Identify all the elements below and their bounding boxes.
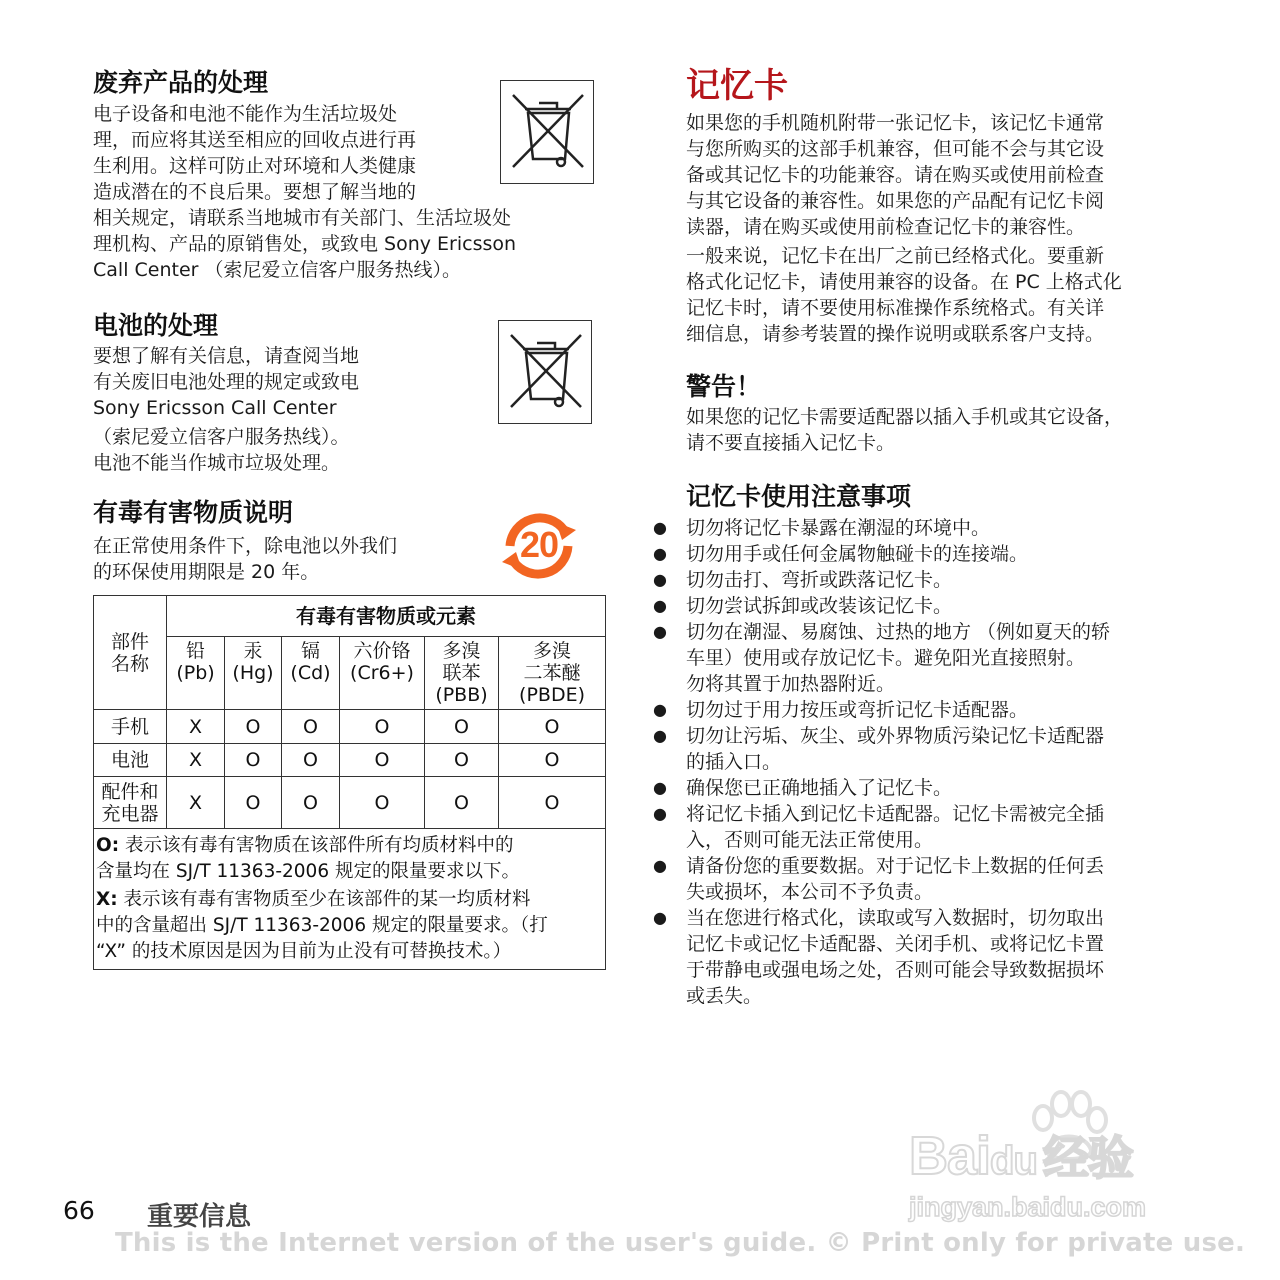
table-cell: O [282, 777, 340, 829]
list-line: 的插入口。 [686, 751, 782, 773]
note-line: “X” 的技术原因是因为目前为止没有可替换技术。） [96, 941, 512, 962]
bullet-icon: ● [653, 518, 667, 537]
care-list [653, 515, 1206, 1009]
crossed-out-wheelie-bin-icon [500, 80, 594, 184]
toxic-title: 有毒有害物质说明 [93, 498, 294, 527]
memcard-line: 细信息，请参考装置的操作说明或联系客户支持。 [686, 323, 1105, 345]
toxic-line: 在正常使用条件下，除电池以外我们 [93, 535, 398, 557]
epup-number: 20 [519, 524, 559, 565]
memcard-line: 与其它设备的兼容性。如果您的产品配有记忆卡阅 [686, 190, 1105, 212]
disposal-line: 电子设备和电池不能作为生活垃圾处 [93, 103, 398, 125]
warning-line: 请不要直接插入记忆卡。 [686, 432, 896, 454]
memcard-line: 与您所购买的这部手机兼容，但可能不会与其它设 [686, 138, 1105, 160]
part-header-line: 部件 [110, 630, 149, 653]
page-number: 66 [63, 1196, 95, 1225]
col-label: 二苯醚 [523, 662, 581, 684]
note-line: 含量均在 SJ/T 11363-2006 规定的限量要求以下。 [96, 861, 520, 882]
disposal-title: 废弃产品的处理 [93, 68, 269, 97]
list-line: 切勿过于用力按压或弯折记忆卡适配器。 [686, 699, 1029, 721]
table-cell: O [499, 744, 606, 777]
note-x [96, 887, 603, 913]
table-cell: X [167, 777, 225, 829]
memcard-line: 格式化记忆卡，请使用兼容的设备。在 PC 上格式化 [686, 271, 1122, 293]
table-cell: O [425, 777, 499, 829]
note-o [96, 833, 603, 859]
disposal-line: 理，而应将其送至相应的回收点进行再 [93, 129, 417, 151]
watermark-logo-text: Bai [909, 1126, 991, 1186]
epup-20-icon [496, 508, 582, 584]
watermark-logo-cn: 经验 [1042, 1132, 1133, 1184]
list-line: 切勿让污垢、灰尘、或外界物质污染记忆卡适配器 [686, 725, 1105, 747]
care-title: 记忆卡使用注意事项 [686, 482, 912, 511]
list-item [653, 697, 1206, 723]
col-label: 多溴 [442, 640, 481, 662]
memcard-line: 备或其记忆卡的功能兼容。请在购买或使用前检查 [686, 164, 1105, 186]
list-line: 切勿在潮湿、易腐蚀、过热的地方 （例如夏天的轿 [686, 621, 1111, 643]
col-label: (Hg) [232, 662, 274, 684]
col-label: (Pb) [176, 662, 215, 684]
bullet-icon: ● [653, 596, 667, 615]
list-line: 于带静电或强电场之处，否则可能会导致数据损坏 [686, 959, 1105, 981]
table-cell: O [340, 777, 425, 829]
list-line: 确保您已正确地插入了记忆卡。 [686, 777, 953, 799]
list-line: 车里）使用或存放记忆卡。避免阳光直接照射。 [686, 647, 1086, 669]
battery-line: 有关废旧电池处理的规定或致电 [93, 371, 360, 393]
list-item [653, 723, 1206, 775]
col-label: 汞 [243, 640, 263, 662]
table-cell: O [340, 710, 425, 744]
watermark-logo [909, 1122, 1133, 1188]
table-cell: O [499, 777, 606, 829]
table-cell: O [225, 777, 282, 829]
care-section [653, 482, 1206, 1009]
table-cell: O [499, 710, 606, 744]
column-header-cd [282, 637, 340, 710]
col-label: (Cr6+) [350, 662, 414, 684]
list-item [653, 905, 1206, 1009]
substances-header: 有毒有害物质或元素 [167, 596, 606, 637]
memcard-line: 读器，请在购买或使用前检查记忆卡的兼容性。 [686, 216, 1086, 238]
memcard-title: 记忆卡 [686, 66, 788, 106]
column-header-pbb [425, 637, 499, 710]
row-part-label: 手机 [94, 710, 167, 744]
row-part-label [94, 777, 167, 829]
note-line: 中的含量超出 SJ/T 11363-2006 规定的限量要求。（打 [96, 915, 548, 936]
toxic-text [93, 533, 513, 585]
part-header-line: 名称 [110, 652, 149, 675]
warning-title: 警告！ [686, 372, 762, 401]
watermark-url: jingyan.baidu.com [909, 1192, 1147, 1222]
table-cell: X [167, 710, 225, 744]
column-header-cr6 [340, 637, 425, 710]
note-line: 表示该有毒有害物质在该部件所有均质材料中的 [119, 835, 514, 856]
list-item [653, 775, 1206, 801]
footer-section-title: 重要信息 [147, 1202, 252, 1232]
bullet-icon: ● [653, 544, 667, 563]
baidu-jingyan-watermark [905, 1088, 1205, 1228]
list-line: 或丢失。 [686, 985, 763, 1007]
memcard-line: 如果您的手机随机附带一张记忆卡，该记忆卡通常 [686, 112, 1105, 134]
row-part-line: 充电器 [101, 802, 159, 825]
hazard-table [93, 595, 606, 970]
list-line: 勿将其置于加热器附近。 [686, 673, 896, 695]
disposal-line: 理机构、产品的原销售处，或致电 Sony Ericsson [93, 233, 517, 255]
memcard-line: 一般来说，记忆卡在出厂之前已经格式化。要重新 [686, 245, 1105, 267]
crossed-out-wheelie-bin-icon [498, 320, 592, 424]
col-label: (Cd) [290, 662, 331, 684]
bullet-icon: ● [653, 700, 667, 719]
memcard-line: 记忆卡时，请不要使用标准操作系统格式。有关详 [686, 297, 1105, 319]
table-cell: O [225, 710, 282, 744]
col-label: 铅 [185, 640, 205, 662]
warning-line: 如果您的记忆卡需要适配器以插入手机或其它设备， [686, 406, 1124, 428]
disposal-line: 生利用。这样可防止对环境和人类健康 [93, 155, 417, 177]
column-header-pb [167, 637, 225, 710]
battery-line: 要想了解有关信息，请查阅当地 [93, 345, 360, 367]
list-item [653, 619, 1206, 697]
toxic-section [93, 498, 513, 585]
bullet-icon: ● [653, 778, 667, 797]
table-cell: X [167, 744, 225, 777]
bullet-icon: ● [653, 908, 667, 927]
table-row [94, 777, 606, 829]
note-o-label: O: [96, 835, 120, 856]
disposal-line: 相关规定，请联系当地城市有关部门、生活垃圾处 [93, 207, 512, 229]
col-label: 联苯 [442, 662, 481, 684]
watermark-logo-text2: du [990, 1139, 1037, 1183]
part-name-header [94, 596, 167, 710]
warning-section [686, 372, 1206, 456]
memcard-para-1 [686, 110, 1206, 240]
battery-text [93, 343, 493, 476]
list-line: 入，否则可能无法正常使用。 [686, 829, 934, 851]
warning-text [686, 404, 1206, 456]
column-header-hg [225, 637, 282, 710]
table-cell: O [282, 744, 340, 777]
footer-disclaimer: This is the Internet version of the user's guide. © Print only for private use. [115, 1228, 1246, 1258]
table-cell: O [282, 710, 340, 744]
table-row [94, 710, 606, 744]
list-item [653, 541, 1206, 567]
column-header-pbde [499, 637, 606, 710]
row-part-line: 配件和 [101, 780, 159, 803]
bullet-icon: ● [653, 856, 667, 875]
memcard-section [686, 66, 1206, 347]
list-line: 将记忆卡插入到记忆卡适配器。记忆卡需被完全插 [686, 803, 1105, 825]
list-item [653, 515, 1206, 541]
battery-title: 电池的处理 [93, 311, 219, 340]
list-line: 当在您进行格式化，读取或写入数据时，切勿取出 [686, 907, 1105, 929]
battery-line: Sony Ericsson Call Center [93, 397, 337, 419]
battery-section [93, 311, 493, 476]
bullet-icon: ● [653, 804, 667, 823]
col-label: 六价铬 [353, 640, 411, 662]
bullet-icon: ● [653, 726, 667, 745]
list-item [653, 853, 1206, 905]
battery-line: （索尼爱立信客户服务热线）。 [93, 426, 350, 448]
table-cell: O [425, 710, 499, 744]
table-cell: O [425, 744, 499, 777]
list-item [653, 567, 1206, 593]
row-part-label: 电池 [94, 744, 167, 777]
toxic-line: 的环保使用期限是 20 年。 [93, 561, 320, 583]
list-line: 切勿尝试拆卸或改装该记忆卡。 [686, 595, 953, 617]
note-line: 表示该有毒有害物质至少在该部件的某一均质材料 [117, 889, 531, 910]
table-notes [94, 829, 606, 970]
list-line: 失或损坏，本公司不予负责。 [686, 881, 934, 903]
list-item [653, 801, 1206, 853]
memcard-para-2 [686, 243, 1206, 347]
list-line: 切勿击打、弯折或跌落记忆卡。 [686, 569, 953, 591]
list-line: 请备份您的重要数据。对于记忆卡上数据的任何丢 [686, 855, 1105, 877]
list-line: 切勿用手或任何金属物触碰卡的连接端。 [686, 543, 1029, 565]
list-line: 切勿将记忆卡暴露在潮湿的环境中。 [686, 517, 991, 539]
table-row [94, 744, 606, 777]
bullet-icon: ● [653, 570, 667, 589]
col-label: (PBDE) [519, 684, 585, 706]
table-cell: O [340, 744, 425, 777]
disposal-line: 造成潜在的不良后果。要想了解当地的 [93, 181, 417, 203]
col-label: 多溴 [533, 640, 572, 662]
bullet-icon: ● [653, 622, 667, 641]
disposal-line: Call Center （索尼爱立信客户服务热线）。 [93, 259, 461, 281]
list-item [653, 593, 1206, 619]
col-label: 镉 [300, 640, 320, 662]
note-x-label: X: [96, 889, 118, 910]
battery-line: 电池不能当作城市垃圾处理。 [93, 452, 341, 474]
col-label: (PBB) [435, 684, 488, 706]
table-cell: O [225, 744, 282, 777]
list-line: 记忆卡或记忆卡适配器、关闭手机、或将记忆卡置 [686, 933, 1105, 955]
